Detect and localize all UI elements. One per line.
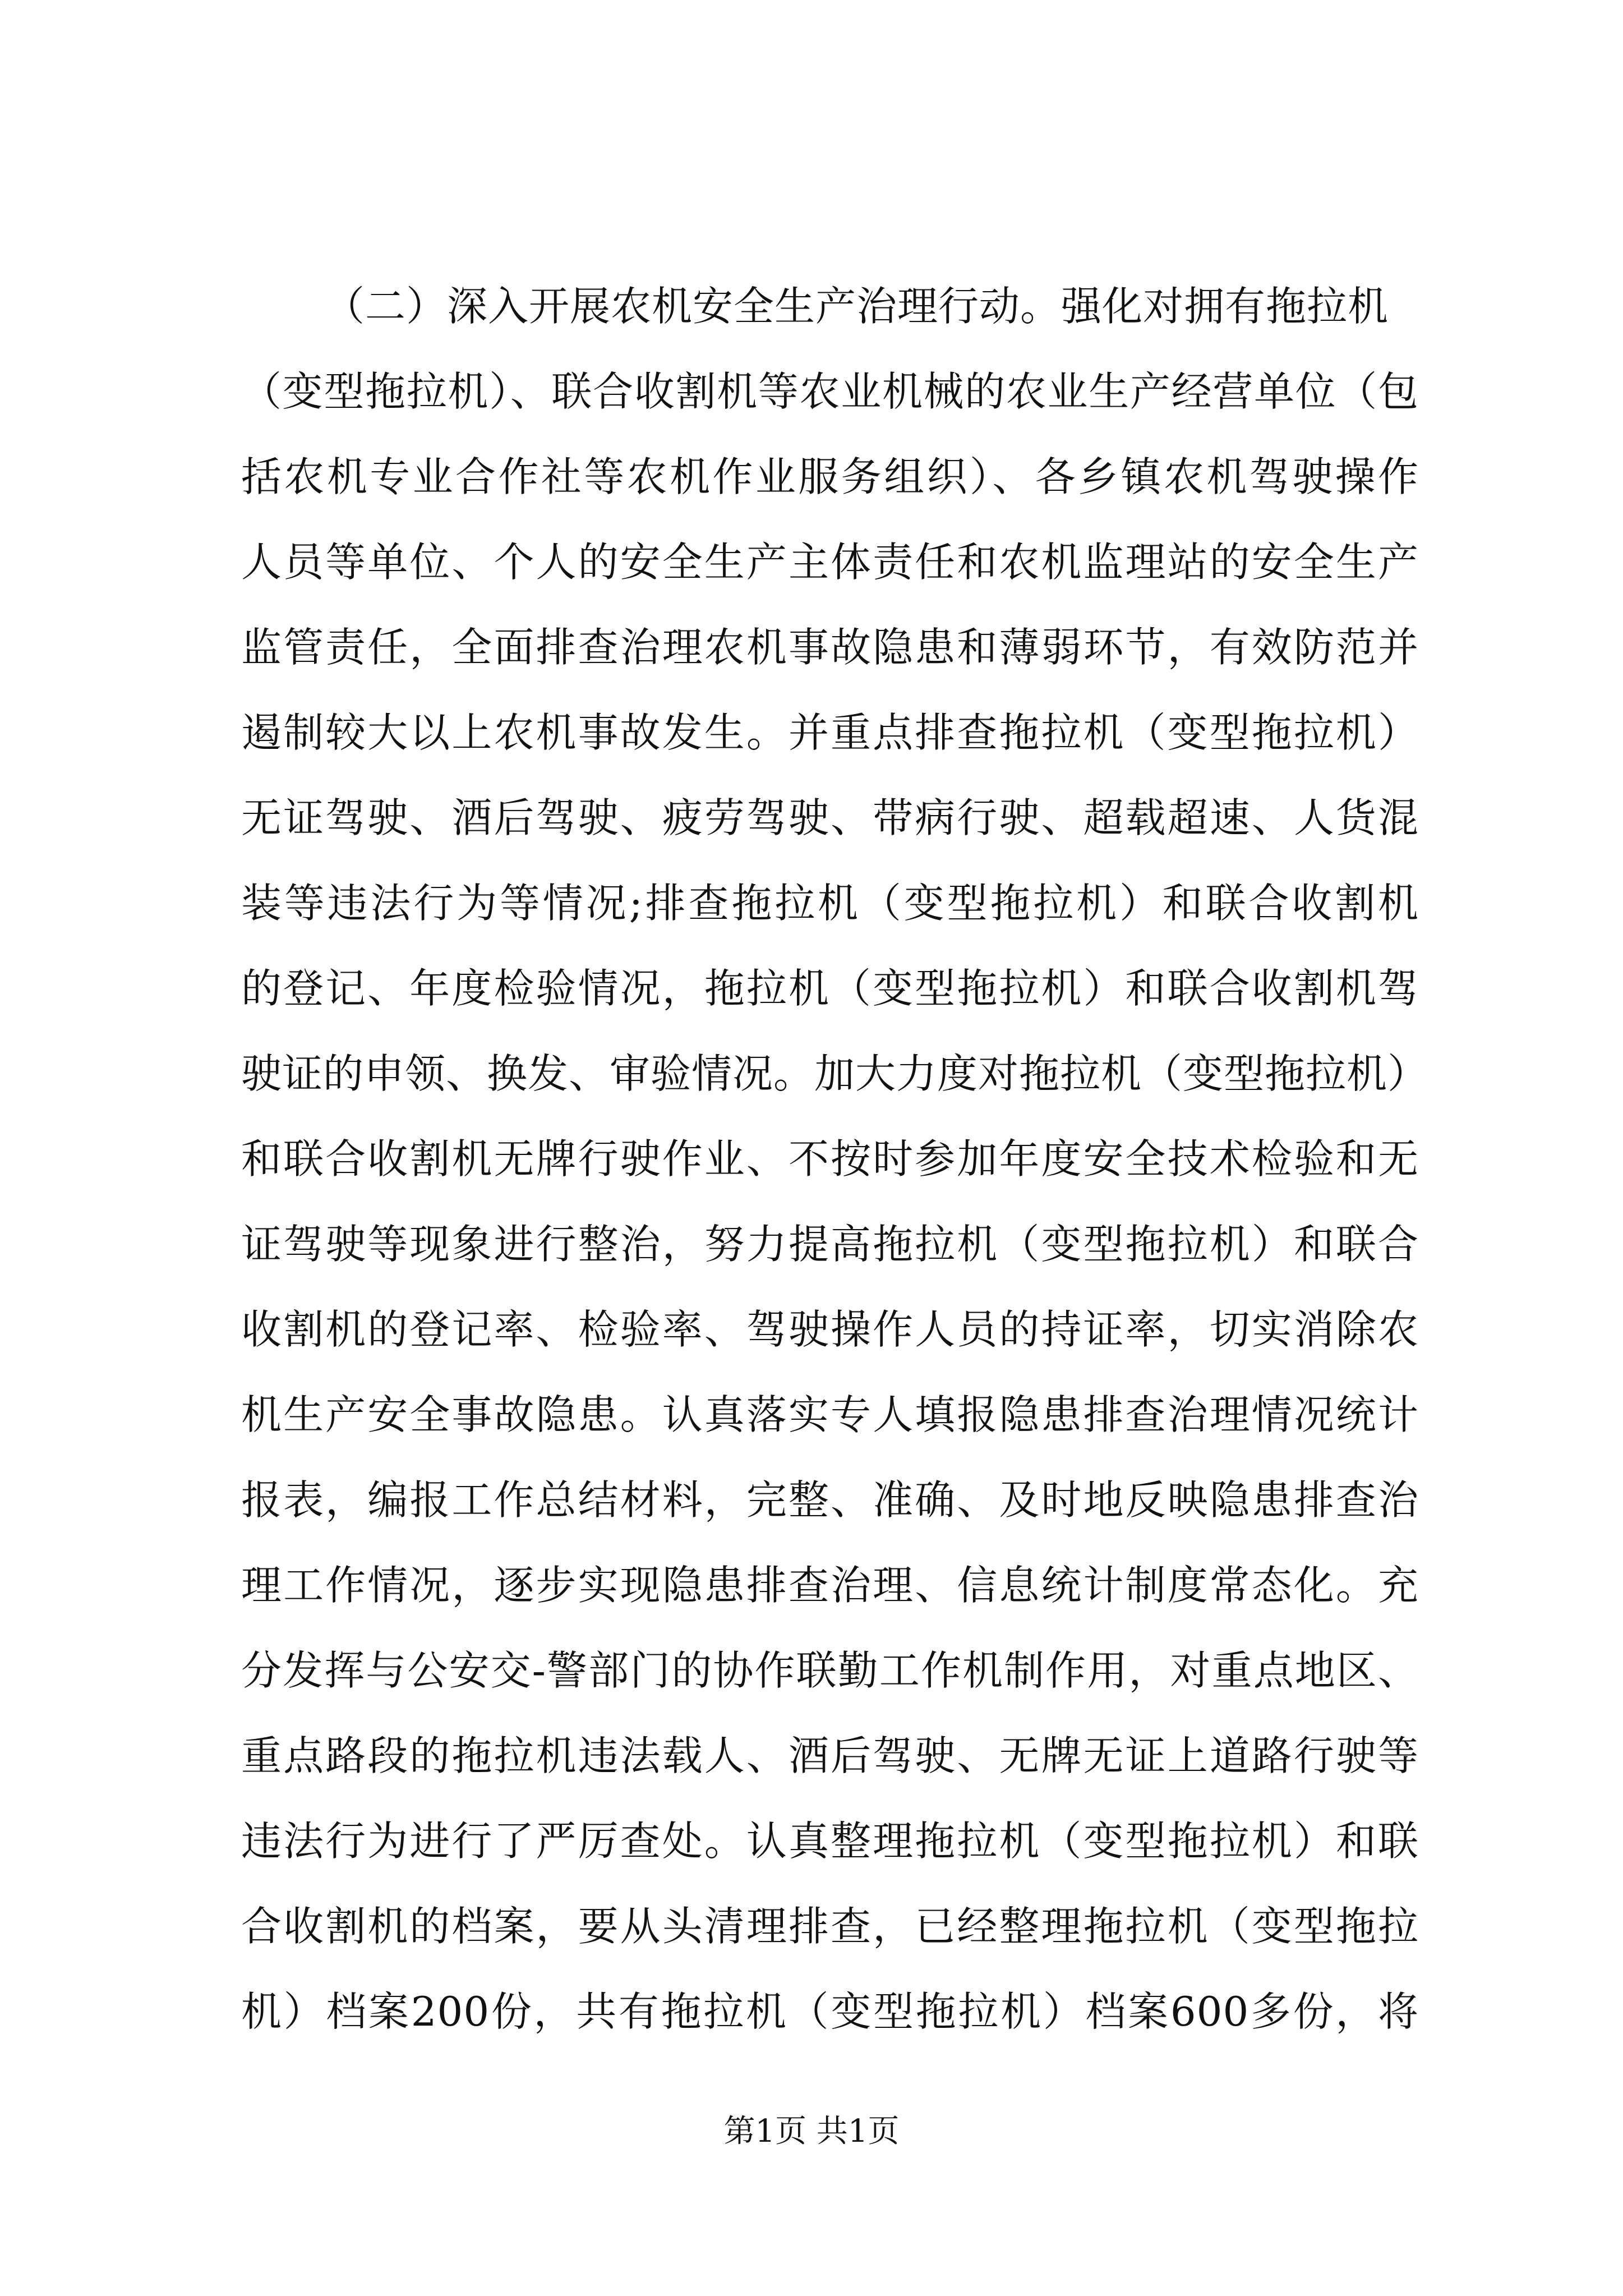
- paragraph-line: 装等违法行为等情况;排查拖拉机（变型拖拉机）和联合收割机: [241, 880, 1419, 927]
- paragraph-line: 理工作情况，逐步实现隐患排查治理、信息统计制度常态化。充: [241, 1562, 1419, 1609]
- paragraph-line: 遏制较大以上农机事故发生。并重点排查拖拉机（变型拖拉机）: [241, 709, 1419, 756]
- paragraph-line: 的登记、年度检验情况，拖拉机（变型拖拉机）和联合收割机驾: [241, 965, 1419, 1012]
- paragraph-line: 重点路段的拖拉机违法载人、酒后驾驶、无牌无证上道路行驶等: [241, 1732, 1419, 1779]
- paragraph-line: 机生产安全事故隐患。认真落实专人填报隐患排查治理情况统计: [241, 1391, 1419, 1438]
- paragraph-line: 分发挥与公安交-警部门的协作联勤工作机制作用，对重点地区、: [241, 1647, 1419, 1694]
- paragraph-line: 监管责任，全面排查治理农机事故隐患和薄弱环节，有效防范并: [241, 624, 1419, 671]
- paragraph-line: 违法行为进行了严厉查处。认真整理拖拉机（变型拖拉机）和联: [241, 1818, 1419, 1865]
- paragraph-line: 证驾驶等现象进行整治，努力提高拖拉机（变型拖拉机）和联合: [241, 1221, 1419, 1268]
- paragraph-line: 无证驾驶、酒后驾驶、疲劳驾驶、带病行驶、超载超速、人货混: [241, 794, 1419, 841]
- paragraph-line: （变型拖拉机）、联合收割机等农业机械的农业生产经营单位（包: [241, 368, 1419, 415]
- paragraph-line: 驶证的申领、换发、审验情况。加大力度对拖拉机（变型拖拉机）: [241, 1050, 1429, 1097]
- paragraph-line: 和联合收割机无牌行驶作业、不按时参加年度安全技术检验和无: [241, 1135, 1419, 1182]
- paragraph-line: 报表，编报工作总结材料，完整、准确、及时地反映隐患排查治: [241, 1476, 1419, 1524]
- body-paragraph: [241, 264, 1429, 2054]
- page-footer: 第1页 共1页: [723, 2113, 900, 2150]
- paragraph-line: 机）档案200份，共有拖拉机（变型拖拉机）档案600多份，将: [241, 1988, 1419, 2035]
- paragraph-line: 收割机的登记率、检验率、驾驶操作人员的持证率，切实消除农: [241, 1306, 1419, 1353]
- paragraph-line: 人员等单位、个人的安全生产主体责任和农机监理站的安全生产: [241, 539, 1419, 586]
- paragraph-line: 括农机专业合作社等农机作业服务组织）、各乡镇农机驾驶操作: [241, 453, 1419, 500]
- paragraph-line: （二）深入开展农机安全生产治理行动。强化对拥有拖拉机: [324, 283, 1389, 330]
- paragraph-line: 合收割机的档案，要从头清理排查，已经整理拖拉机（变型拖拉: [241, 1903, 1419, 1950]
